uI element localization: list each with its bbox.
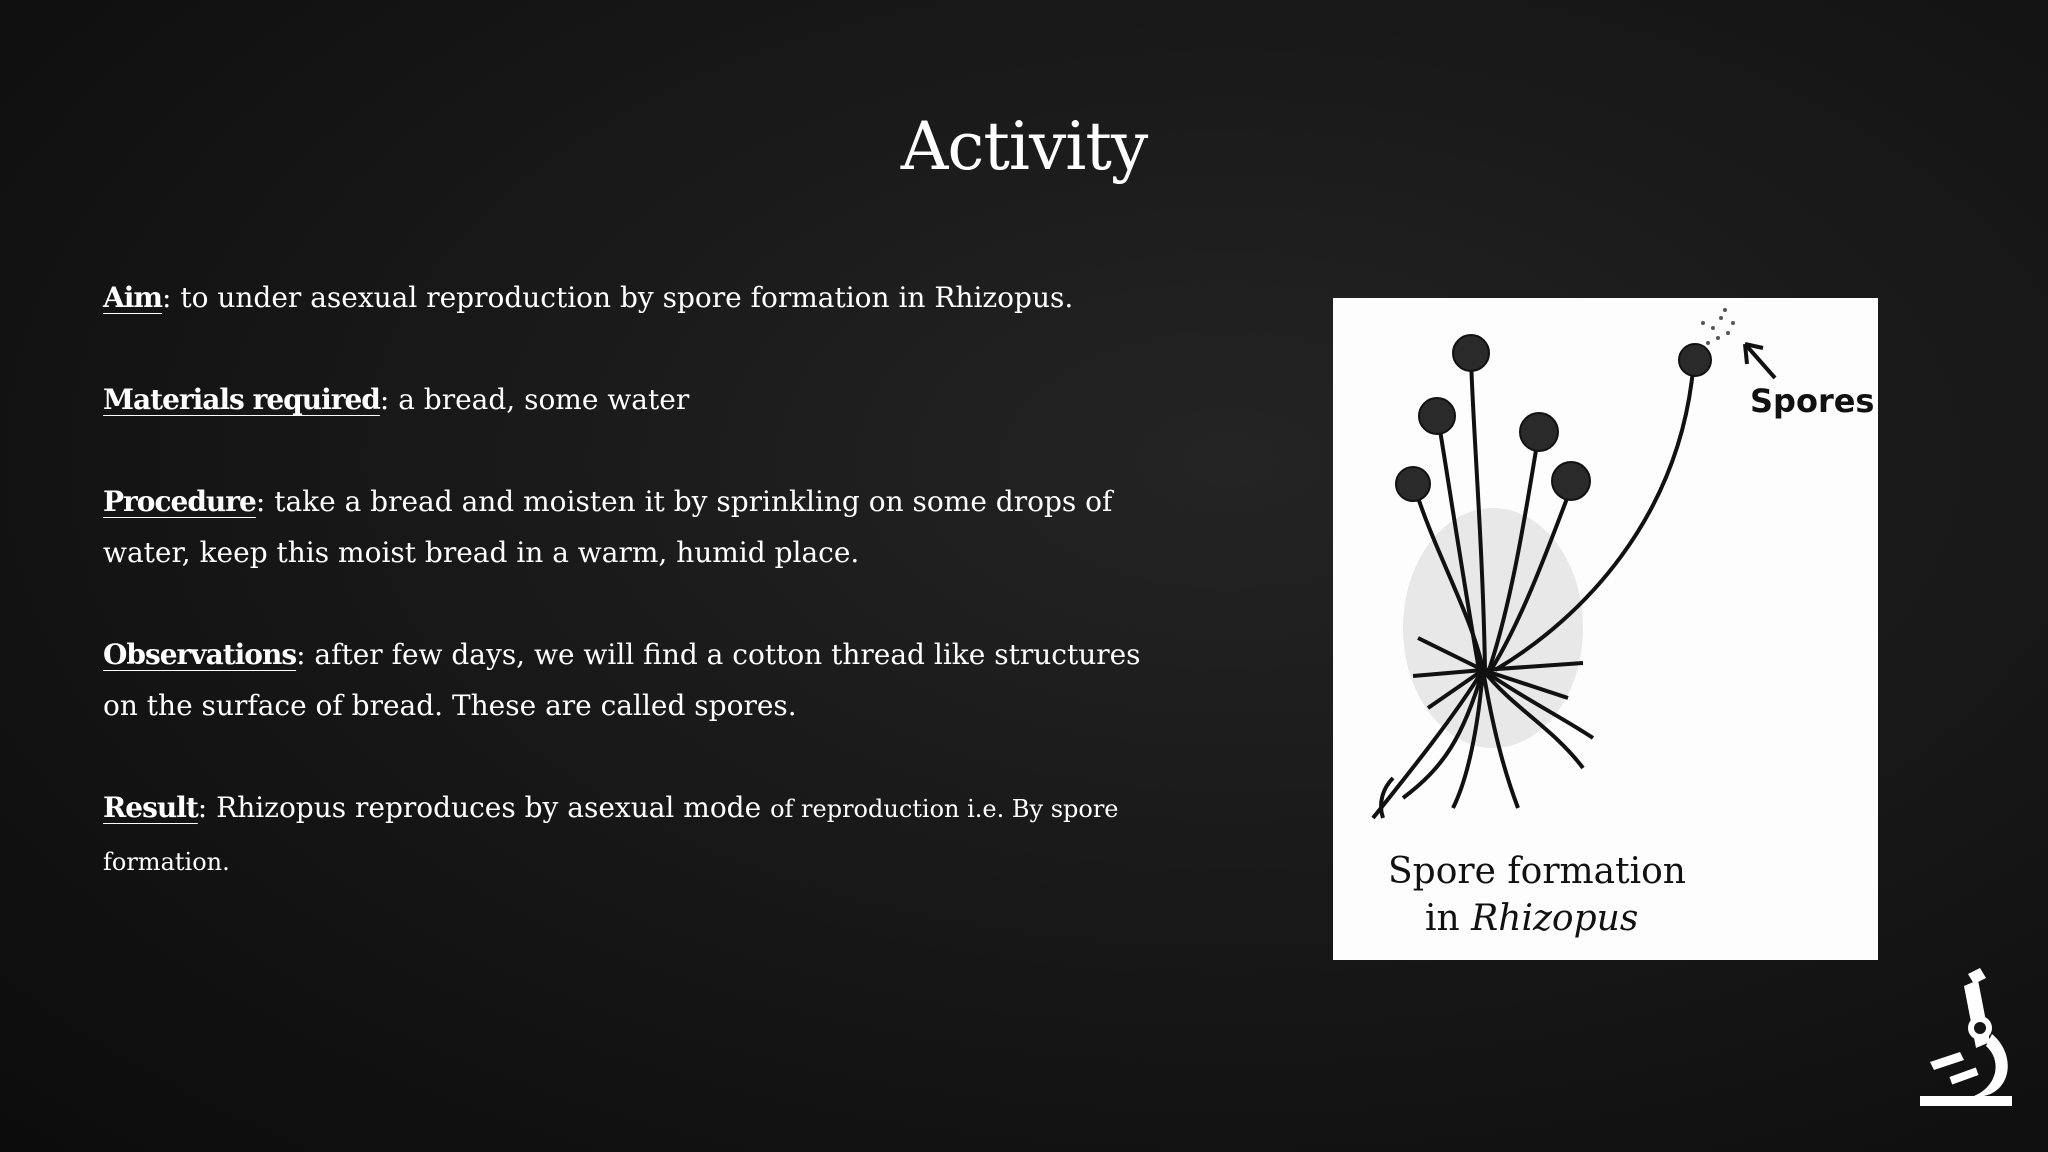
procedure-label: Procedure — [103, 485, 256, 518]
spores-arrow — [1745, 344, 1775, 378]
rhizopus-illustration — [1333, 298, 1878, 960]
result-paragraph — [103, 782, 1183, 888]
materials-text: : a bread, some water — [379, 383, 690, 416]
observations-label: Observations — [103, 638, 297, 671]
materials-label: Materials required — [103, 383, 380, 416]
caption-line1: Spore formation — [1388, 851, 1686, 892]
result-text-small: of reproduction i.e. By spore formation. — [103, 795, 1119, 876]
dispersing-spores — [1701, 308, 1735, 345]
aim-label: Aim — [103, 281, 162, 314]
slide-title: Activity — [900, 108, 1148, 185]
observations-paragraph — [103, 629, 1183, 731]
slide-body — [103, 272, 1183, 939]
microscope-icon — [1920, 964, 2012, 1108]
caption-rhizopus: Rhizopus — [1471, 898, 1639, 939]
observations-text: : after few days, we will find a cotton thread like structures on the surface of bread. These are called spores. — [103, 638, 1141, 722]
spores-label: Spores — [1750, 382, 1875, 420]
procedure-text: : take a bread and moisten it by sprinkling on some drops of water, keep this moist bread in a warm, humid place. — [103, 485, 1113, 569]
aim-text: : to under asexual reproduction by spore formation in Rhizopus. — [162, 281, 1074, 314]
materials-paragraph — [103, 374, 1183, 425]
rhizopus-figure — [1333, 298, 1878, 960]
caption-line2 — [1425, 898, 1638, 939]
aim-paragraph — [103, 272, 1183, 323]
result-label: Result — [103, 791, 198, 824]
caption-in: in — [1425, 898, 1472, 939]
result-text-main: : Rhizopus reproduces by asexual mode — [197, 791, 771, 824]
sporangia — [1396, 335, 1711, 501]
procedure-paragraph — [103, 476, 1183, 578]
